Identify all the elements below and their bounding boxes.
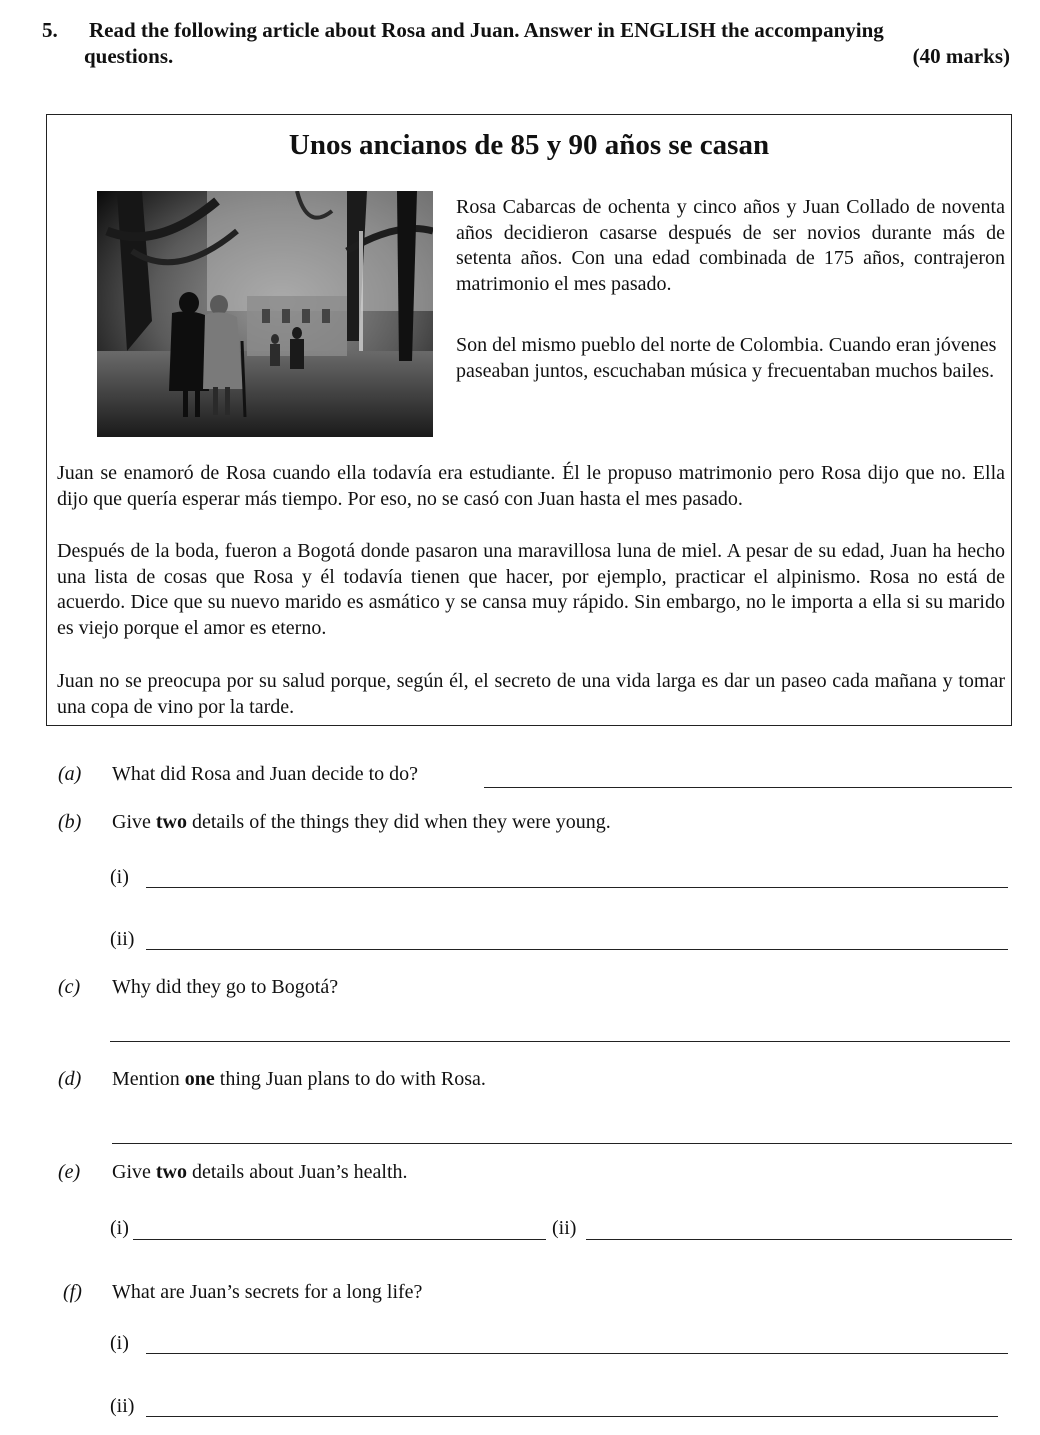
question-f-ii-label: (ii)	[110, 1395, 135, 1417]
article-box	[46, 114, 1012, 726]
answer-line-c[interactable]	[110, 1041, 1010, 1042]
article-paragraph-3: Juan se enamoró de Rosa cuando ella todavía era estudiante. Él le propuso matrimonio pero Rosa dijo que no. Ella dijo que quería esperar más tiempo. Por eso, no se casó con Juan hasta el mes pasado.	[57, 462, 1005, 510]
answer-line-f-i[interactable]	[146, 1353, 1008, 1354]
question-b-i-label: (i)	[110, 866, 129, 888]
answer-line-b-i[interactable]	[146, 887, 1008, 888]
question-c-text: Why did they go to Bogotá?	[112, 976, 339, 998]
question-d-text: Mention one thing Juan plans to do with Rosa.	[112, 1068, 486, 1090]
question-e-i-label: (i)	[110, 1217, 129, 1239]
answer-line-f-ii[interactable]	[146, 1416, 998, 1417]
question-e-letter: (e)	[58, 1161, 81, 1183]
question-number: 5.	[42, 18, 58, 42]
article-title: Unos ancianos de 85 y 90 años se casan	[288, 129, 770, 161]
answer-line-e-ii[interactable]	[586, 1239, 1012, 1240]
article-paragraph-5: Juan no se preocupa por su salud porque, según él, el secreto de una vida larga es dar un paseo cada mañana y tomar una copa de vino por la tarde.	[57, 670, 1005, 718]
question-e-ii-label: (ii)	[552, 1217, 577, 1239]
instruction-line-1: Read the following article about Rosa and Juan. Answer in ENGLISH the accompanying	[89, 18, 884, 42]
answer-line-b-ii[interactable]	[146, 949, 1008, 950]
marks-label: (40 marks)	[912, 44, 1010, 68]
question-b-letter: (b)	[58, 811, 82, 833]
question-a-text: What did Rosa and Juan decide to do?	[112, 763, 419, 785]
question-f-letter: (f)	[63, 1281, 82, 1303]
question-f-text: What are Juan’s secrets for a long life?	[112, 1281, 423, 1303]
answer-line-e-i[interactable]	[133, 1239, 546, 1240]
article-paragraph-1: Rosa Cabarcas de ochenta y cinco años y Juan Collado de noventa años decidieron casarse después de ser novios durante más de setenta años. Con una edad combinada de 175 años, contrajeron matrimonio el mes pasado.	[456, 196, 1005, 295]
question-b-text: Give two details of the things they did when they were young.	[112, 811, 611, 833]
question-e-text: Give two details about Juan’s health.	[112, 1161, 408, 1183]
question-a-letter: (a)	[58, 763, 82, 785]
question-d-letter: (d)	[58, 1068, 82, 1090]
question-f-i-label: (i)	[110, 1332, 129, 1354]
question-b-ii-label: (ii)	[110, 928, 135, 950]
article-paragraph-2: Son del mismo pueblo del norte de Colombia. Cuando eran jóvenes paseaban juntos, escuchaban música y frecuentaban muchos bailes.	[456, 334, 997, 382]
photo-icon	[97, 191, 433, 437]
article-paragraph-4: Después de la boda, fueron a Bogotá donde pasaron una maravillosa luna de miel. A pesar de su edad, Juan ha hecho una lista de cosas que Rosa y él todavía tienen que hacer, por ejemplo, practicar el alpinismo. Rosa no está de acuerdo. Dice que su nuevo marido es asmático y se cansa muy rápido. Sin embargo, no le importa a ella si su marido es viejo porque el amor es eterno.	[57, 540, 1005, 639]
answer-line-d[interactable]	[112, 1143, 1012, 1144]
instruction-line-2: questions.	[84, 44, 174, 68]
answer-line-a[interactable]	[484, 787, 1012, 788]
question-c-letter: (c)	[58, 976, 81, 998]
